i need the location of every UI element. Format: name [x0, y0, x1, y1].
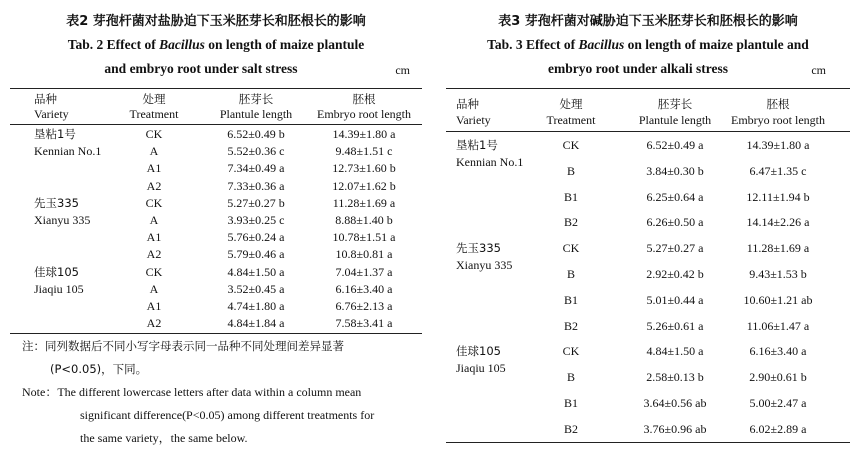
treatment-cell: A2: [146, 316, 162, 331]
header-variety-en: Variety: [456, 113, 491, 127]
header-treatment-en: Treatment: [129, 107, 179, 121]
header-treatment-en: Treatment: [546, 113, 596, 127]
root-cell: 6.16±3.40 a: [335, 281, 393, 296]
note-en-line1: Note：The different lowercase letters after data within a column mean: [22, 385, 362, 399]
treatment-cell: B2: [563, 421, 579, 436]
plantule-cell: 5.76±0.24 a: [227, 230, 285, 245]
root-cell: 10.78±1.51 a: [332, 230, 396, 245]
treatment-cell: A2: [146, 247, 162, 262]
root-cell: 14.14±2.26 a: [746, 215, 810, 230]
table-2-header-rule: [10, 124, 422, 125]
root-cell: 7.58±3.41 a: [335, 316, 393, 331]
treatment-cell: A1: [146, 299, 162, 313]
header-variety-cn: 品种: [456, 97, 479, 111]
root-cell: 6.02±2.89 a: [749, 421, 807, 436]
table-2-unit: cm: [395, 63, 410, 77]
plantule-cell: 6.26±0.50 a: [646, 215, 704, 230]
treatment-cell: CK: [562, 241, 580, 256]
header-treatment-cn: 处理: [559, 97, 583, 111]
root-cell: 11.28±1.69 a: [746, 241, 810, 256]
treatment-cell: CK: [145, 264, 163, 279]
header-plantule-en: Plantule length: [638, 113, 712, 127]
plantule-cell: 6.25±0.64 a: [646, 189, 704, 204]
table-3-title-en: Tab. 3 Effect of Bacillus on length of maize plantule and: [487, 37, 809, 52]
plantule-cell: 4.84±1.84 a: [227, 316, 285, 331]
table-2-bottom-rule: [10, 333, 422, 334]
plantule-cell: 5.79±0.46 a: [227, 247, 285, 262]
table-2-note: [22, 335, 422, 450]
root-cell: 10.60±1.21 ab: [743, 292, 813, 307]
variety-cn-cell: 垦粘1号: [34, 127, 76, 141]
root-cell: 5.00±2.47 a: [749, 396, 807, 410]
note-en-line2: significant difference(P<0.05) among different treatments for: [80, 408, 375, 422]
table-2-title-en-line2: and embryo root under salt stress: [104, 61, 298, 76]
header-root-cn: 胚根: [352, 92, 376, 106]
root-cell: 9.43±1.53 b: [749, 267, 807, 281]
plantule-cell: 5.52±0.36 c: [227, 144, 285, 159]
plantule-cell: 2.92±0.42 b: [646, 267, 704, 281]
plantule-cell: 5.26±0.61 a: [646, 318, 704, 333]
treatment-cell: B1: [563, 292, 579, 307]
variety-en-cell: Jiaqiu 105: [34, 281, 84, 296]
root-cell: 6.47±1.35 c: [749, 163, 807, 178]
table-3-header-rule: [446, 131, 850, 132]
treatment-cell: CK: [562, 138, 580, 152]
header-plantule-en: Plantule length: [219, 107, 293, 121]
treatment-cell: A2: [146, 178, 162, 193]
plantule-cell: 3.76±0.96 ab: [643, 421, 707, 436]
plantule-cell: 5.01±0.44 a: [646, 292, 704, 307]
root-cell: 9.48±1.51 c: [335, 144, 393, 159]
table-3-title-en-line2: embryo root under alkali stress: [547, 61, 728, 76]
table-2-title-cn: 表2 芽孢杆菌对盐胁迫下玉米胚芽长和胚根长的影响: [66, 14, 366, 29]
root-cell: 7.04±1.37 a: [335, 264, 393, 279]
treatment-cell: B1: [563, 189, 579, 204]
table-3-title-cn: 表3 芽孢杆菌对碱胁迫下玉米胚芽长和胚根长的影响: [498, 14, 798, 29]
variety-cn-cell: 佳球105: [34, 264, 79, 279]
treatment-cell: CK: [562, 344, 580, 359]
root-cell: 12.07±1.62 b: [332, 178, 396, 193]
table-3-top-rule: [446, 88, 850, 89]
plantule-cell: 5.27±0.27 b: [227, 195, 285, 210]
root-cell: 6.16±3.40 a: [749, 344, 807, 359]
table-2-title-en: Tab. 2 Effect of Bacillus on length of maize plantule: [67, 37, 365, 52]
root-cell: 2.90±0.61 b: [749, 370, 807, 385]
root-cell: 12.11±1.94 b: [746, 189, 810, 204]
variety-en-cell: Xianyu 335: [34, 212, 91, 227]
treatment-cell: CK: [145, 195, 163, 210]
variety-cn-cell: 佳球105: [456, 344, 501, 359]
plantule-cell: 7.33±0.36 a: [227, 178, 285, 193]
plantule-cell: 6.52±0.49 a: [646, 138, 704, 152]
header-treatment-cn: 处理: [142, 92, 166, 106]
variety-en-cell: Xianyu 335: [456, 258, 513, 273]
table-3-unit: cm: [811, 63, 826, 77]
plantule-cell: 3.52±0.45 a: [227, 281, 285, 296]
treatment-cell: A: [149, 281, 159, 296]
treatment-cell: A1: [146, 161, 162, 176]
header-plantule-cn: 胚芽长: [657, 97, 693, 111]
plantule-cell: 4.84±1.50 a: [646, 344, 704, 359]
variety-cn-cell: 垦粘1号: [456, 138, 498, 152]
variety-en-cell: Kennian No.1: [34, 144, 102, 158]
root-cell: 6.76±2.13 a: [335, 299, 393, 313]
plantule-cell: 5.27±0.27 a: [646, 241, 704, 256]
root-cell: 14.39±1.80 a: [332, 127, 396, 141]
treatment-cell: B2: [563, 215, 579, 230]
plantule-cell: 4.74±1.80 a: [227, 299, 285, 313]
header-variety-en: Variety: [34, 107, 69, 121]
treatment-cell: B: [566, 163, 576, 178]
plantule-cell: 3.64±0.56 ab: [643, 396, 707, 410]
treatment-cell: B2: [563, 318, 579, 333]
treatment-cell: B1: [563, 396, 579, 410]
root-cell: 11.06±1.47 a: [746, 318, 810, 333]
plantule-cell: 3.93±0.25 c: [227, 213, 285, 227]
header-root-cn: 胚根: [766, 97, 790, 111]
plantule-cell: 6.52±0.49 b: [227, 127, 285, 141]
header-root-en: Embryo root length: [731, 113, 825, 127]
treatment-cell: A: [149, 144, 159, 159]
table-3-bottom-rule: [446, 442, 850, 443]
note-cn-line1: 注：同列数据后不同小写字母表示同一品种不同处理间差异显著: [22, 339, 344, 353]
variety-cn-cell: 先玉335: [456, 241, 501, 256]
note-cn-line2: (P<0.05)，下同。: [50, 362, 148, 376]
treatment-cell: A1: [146, 230, 162, 245]
treatment-cell: B: [566, 267, 576, 281]
root-cell: 11.28±1.69 a: [332, 195, 396, 210]
treatment-cell: CK: [145, 127, 163, 141]
plantule-cell: 3.84±0.30 b: [646, 163, 704, 178]
root-cell: 10.8±0.81 a: [335, 247, 393, 262]
variety-cn-cell: 先玉335: [34, 195, 79, 210]
table-2-top-rule: [10, 88, 422, 89]
root-cell: 12.73±1.60 b: [332, 161, 396, 176]
treatment-cell: B: [566, 370, 576, 385]
header-plantule-cn: 胚芽长: [238, 92, 274, 106]
root-cell: 8.88±1.40 b: [335, 213, 393, 227]
treatment-cell: A: [149, 213, 159, 227]
variety-en-cell: Jiaqiu 105: [456, 361, 506, 376]
plantule-cell: 7.34±0.49 a: [227, 161, 285, 176]
header-variety-cn: 品种: [34, 92, 57, 106]
plantule-cell: 4.84±1.50 a: [227, 264, 285, 279]
plantule-cell: 2.58±0.13 b: [646, 370, 704, 385]
variety-en-cell: Kennian No.1: [456, 155, 524, 169]
header-root-en: Embryo root length: [317, 107, 411, 121]
note-en-line3: the same variety，the same below.: [80, 431, 248, 445]
root-cell: 14.39±1.80 a: [746, 138, 810, 152]
